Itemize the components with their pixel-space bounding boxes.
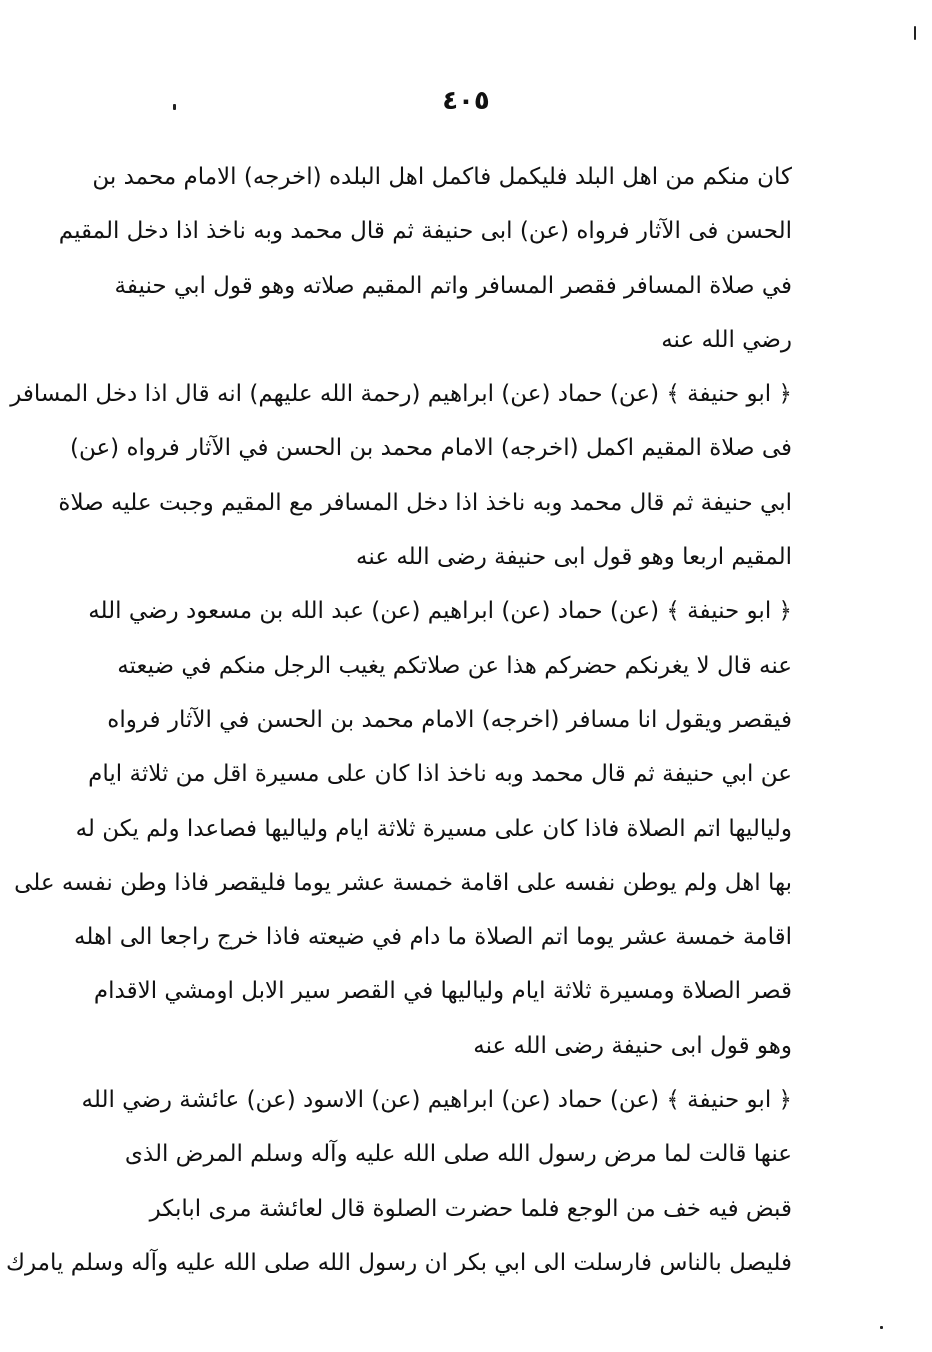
text-line: عنها قالت لما مرض رسول الله صلى الله عليه وآله وسلم المرض الذى xyxy=(124,1141,792,1168)
text-line: المقيم اربعا وهو قول ابى حنيفة رضى الله عنه xyxy=(356,544,792,571)
text-line: بها اهل ولم يوطن نفسه على اقامة خمسة عشر يوما فليقصر فاذا وطن نفسه على xyxy=(14,869,792,896)
text-line: فيقصر ويقول انا مسافر (اخرجه) الامام محمد بن الحسن في الآثار فرواه xyxy=(107,706,792,733)
text-line: فليصل بالناس فارسلت الى ابي بكر ان رسول الله صلى الله عليه وآله وسلم يامرك xyxy=(6,1249,792,1276)
text-line: اقامة خمسة عشر يوما اتم الصلاة ما دام في ضيعته فاذا خرج راجعا الى اهله xyxy=(74,924,792,951)
text-line: كان منكم من اهل البلد فليكمل فاكمل اهل البلده (اخرجه) الامام محمد بن xyxy=(92,164,792,190)
body-text xyxy=(6,150,792,1290)
page-number: ٤٠٥ xyxy=(442,86,490,116)
text-line: رضي الله عنه xyxy=(661,326,792,353)
text-line: عن ابي حنيفة ثم قال محمد وبه ناخذ اذا كان على مسيرة اقل من ثلاثة ايام xyxy=(88,761,792,788)
text-line: قصر الصلاة ومسيرة ثلاثة ايام ولياليها في القصر سير الابل اومشي الاقدام xyxy=(93,978,792,1005)
text-line: ﴿ ابو حنيفة ﴾ (عن) حماد (عن) ابراهيم (عن) الاسود (عن) عائشة رضي الله xyxy=(81,1087,792,1114)
text-line: وهو قول ابى حنيفة رضى الله عنه xyxy=(473,1032,792,1059)
ink-speck xyxy=(880,1326,883,1329)
text-line: ابي حنيفة ثم قال محمد وبه ناخذ اذا دخل المسافر مع المقيم وجبت عليه صلاة xyxy=(58,489,792,516)
text-line: فى صلاة المقيم اكمل (اخرجه) الامام محمد بن الحسن في الآثار فرواه (عن) xyxy=(69,435,792,462)
text-line: عنه قال لا يغرنكم حضركم هذا عن صلاتكم يغيب الرجل منكم في ضيعته xyxy=(117,652,792,679)
text-line: ﴿ ابو حنيفة ﴾ (عن) حماد (عن) ابراهيم (رحمة الله عليهم) انه قال اذا دخل المسافر xyxy=(10,381,792,408)
text-line: ﴿ ابو حنيفة ﴾ (عن) حماد (عن) ابراهيم (عن) عبد الله بن مسعود رضي الله xyxy=(88,598,792,625)
ink-speck xyxy=(914,26,916,40)
text-line: الحسن فى الآثار فرواه (عن) ابى حنيفة ثم قال محمد وبه ناخذ اذا دخل المقيم xyxy=(58,218,792,245)
text-line: قبض فيه خف من الوجع فلما حضرت الصلوة قال لعائشة مرى ابابكر xyxy=(149,1195,792,1222)
text-line: في صلاة المسافر فقصر المسافر واتم المقيم صلاته وهو قول ابي حنيفة xyxy=(114,272,792,299)
text-line: ولياليها اتم الصلاة فاذا كان على مسيرة ثلاثة ايام ولياليها فصاعدا ولم يكن له xyxy=(75,815,792,842)
